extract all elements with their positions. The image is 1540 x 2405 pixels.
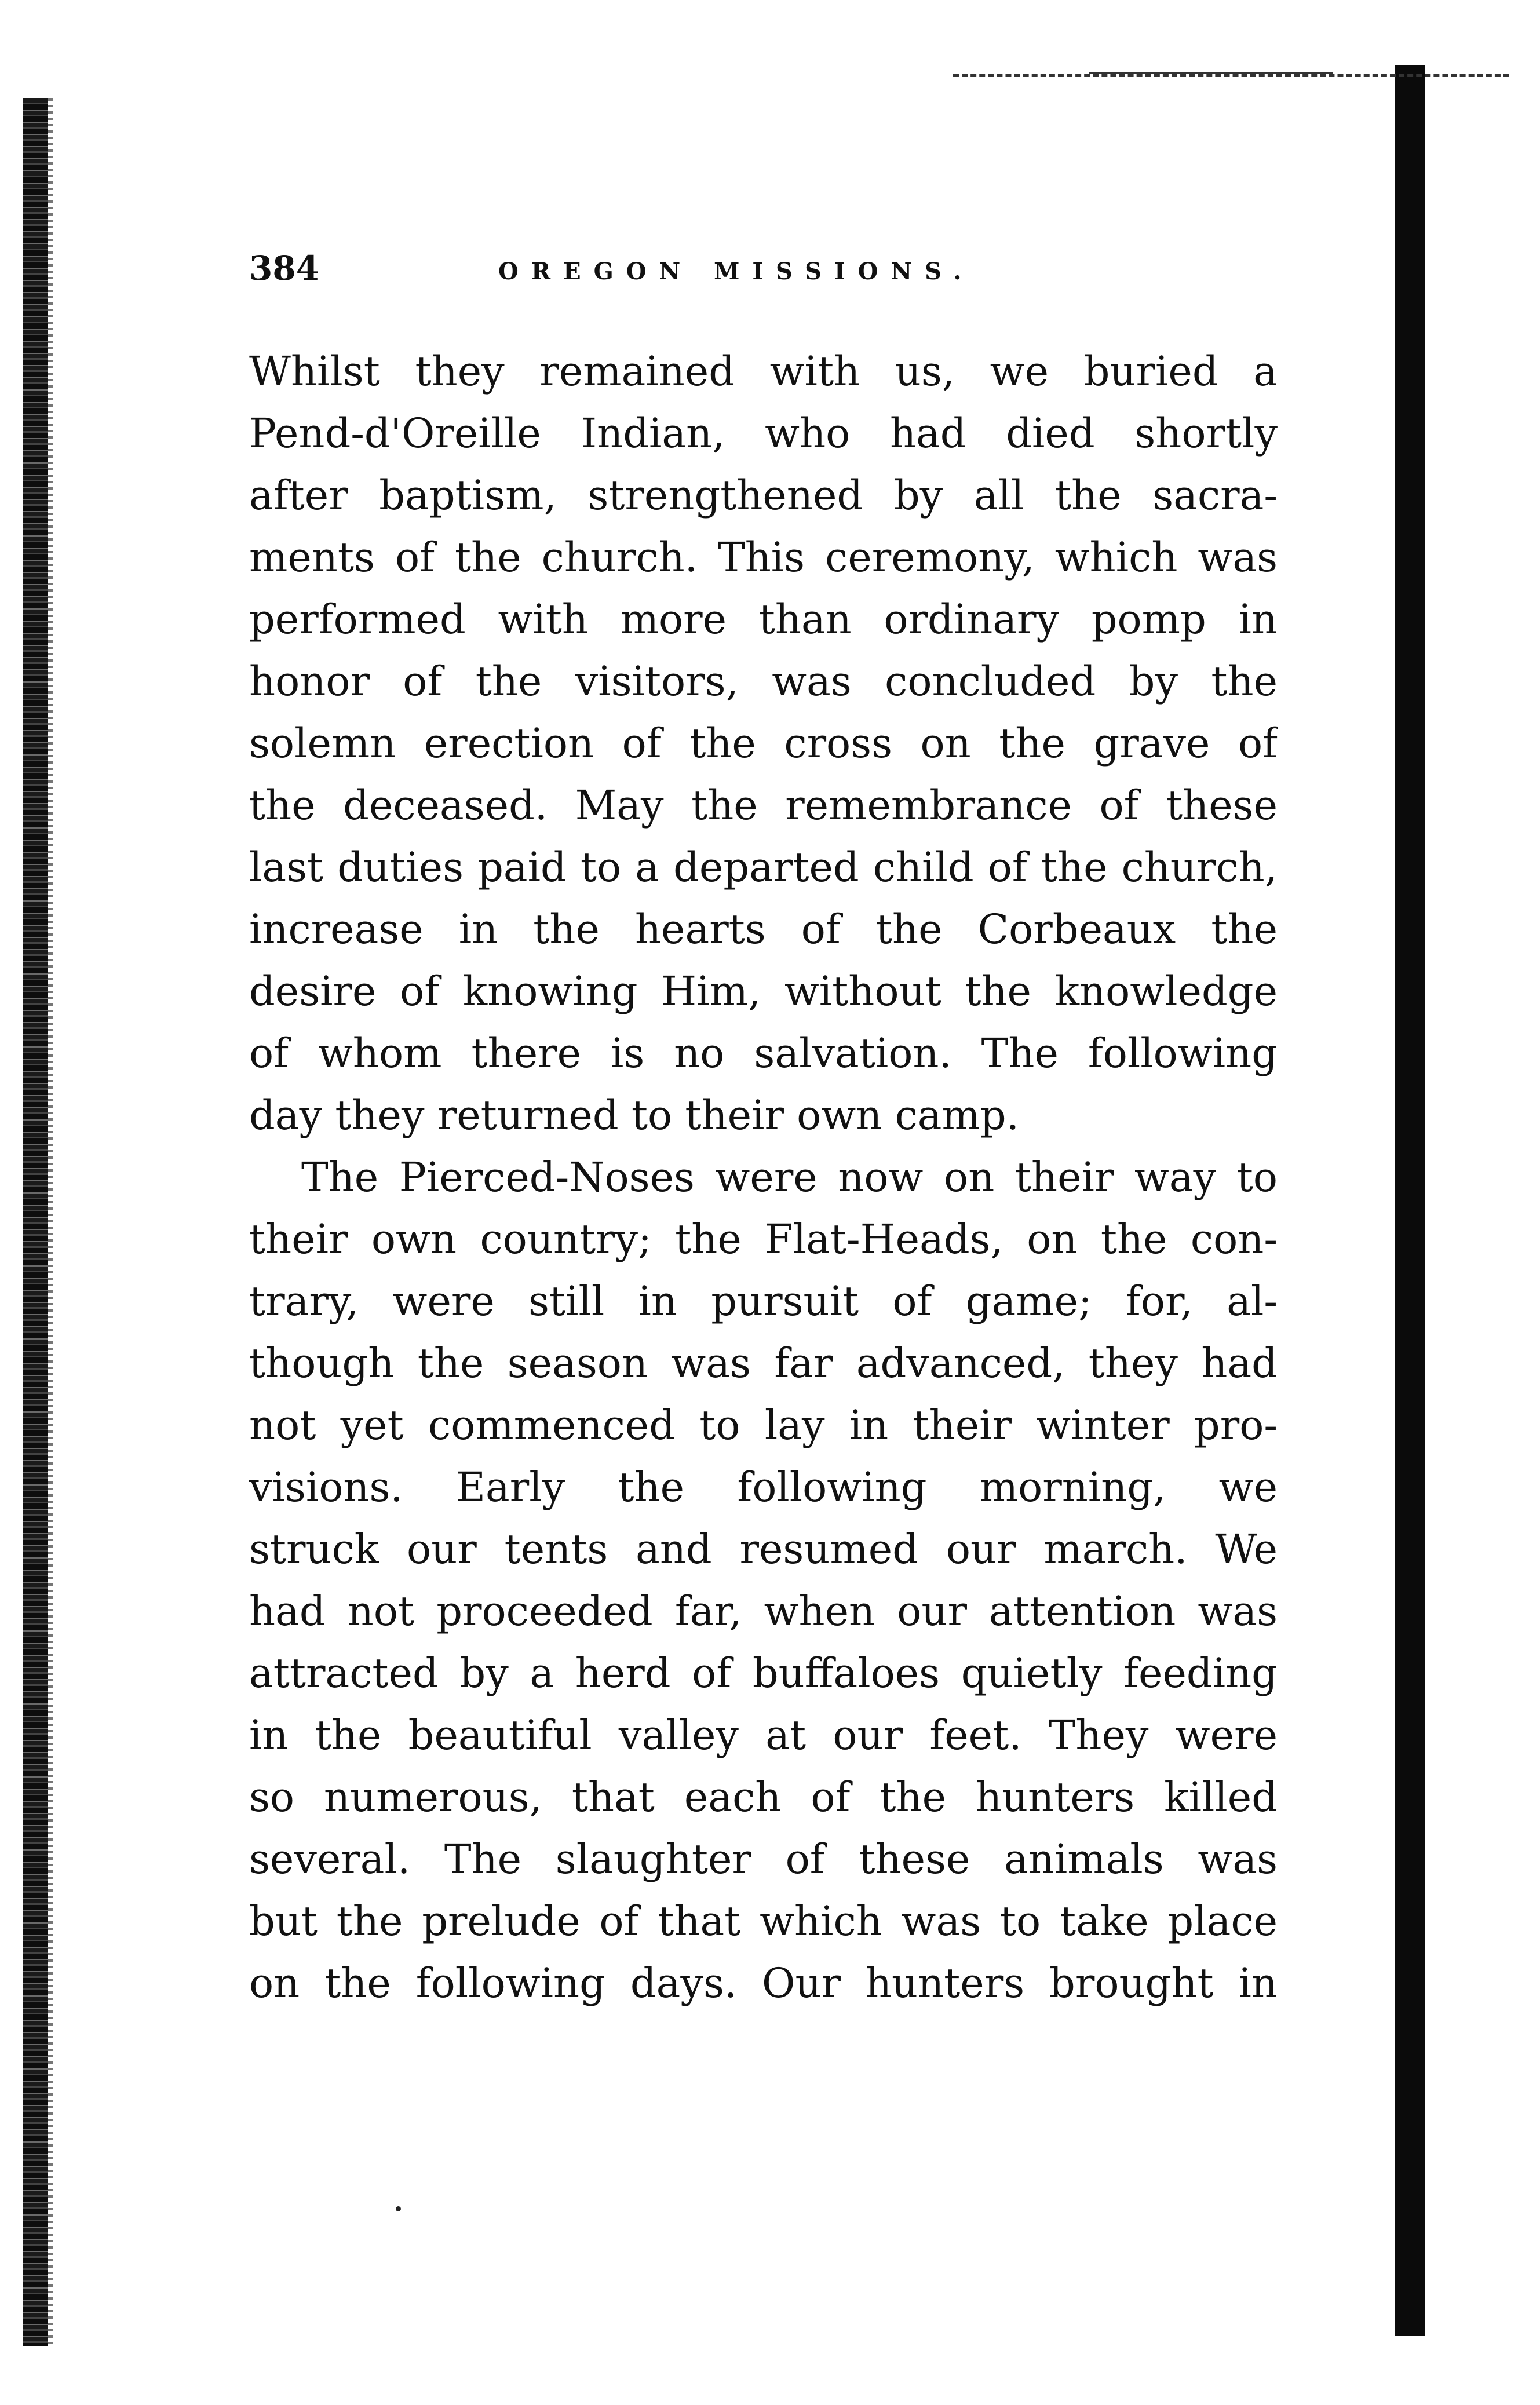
binding-edge-shadow xyxy=(48,98,53,2346)
text-line: trary, were still in pursuit of game; for, al- xyxy=(249,1278,1278,1325)
text-line: last duties paid to a departed child of the church, xyxy=(249,844,1278,891)
text-line: Pend-d'Oreille Indian, who had died shortly xyxy=(249,410,1278,457)
text-line: in the beautiful valley at our feet. They were xyxy=(249,1711,1278,1759)
paragraph xyxy=(249,341,1278,1147)
text-line: but the prelude of that which was to take place xyxy=(249,1897,1278,1945)
paragraph xyxy=(249,1147,1278,2014)
text-line: the deceased. May the remembrance of these xyxy=(249,782,1278,829)
page-edge-bar xyxy=(1395,65,1425,2336)
text-line: The Pierced-Noses were now on their way to xyxy=(301,1154,1278,1201)
text-line: several. The slaughter of these animals was xyxy=(249,1835,1278,1883)
text-line: honor of the visitors, was concluded by the xyxy=(249,658,1278,705)
text-line: so numerous, that each of the hunters killed xyxy=(249,1773,1278,1821)
text-line: Whilst they remained with us, we buried a xyxy=(249,348,1278,395)
text-line: visions. Early the following morning, we xyxy=(249,1464,1278,1511)
text-line: day they returned to their own camp. xyxy=(249,1092,1019,1139)
text-line: on the following days. Our hunters brought in xyxy=(249,1959,1278,2007)
body-text xyxy=(249,341,1278,2014)
text-line: solemn erection of the cross on the grave of xyxy=(249,720,1278,767)
page-number: 384 xyxy=(249,249,320,288)
text-line: though the season was far advanced, they had xyxy=(249,1340,1278,1387)
text-line: attracted by a herd of buffaloes quietly feeding xyxy=(249,1649,1278,1697)
text-line: had not proceeded far, when our attention was xyxy=(249,1587,1278,1635)
running-title: OREGON MISSIONS. xyxy=(498,258,975,285)
text-line: their own country; the Flat-Heads, on the con- xyxy=(249,1216,1278,1263)
binding-edge xyxy=(23,98,48,2346)
text-line: desire of knowing Him, without the knowledge xyxy=(249,968,1278,1015)
scan-line-solid xyxy=(1089,72,1333,74)
text-line: not yet commenced to lay in their winter pro- xyxy=(249,1402,1278,1449)
text-line: increase in the hearts of the Corbeaux the xyxy=(249,906,1278,953)
text-line: of whom there is no salvation. The following xyxy=(249,1030,1278,1077)
text-line: ments of the church. This ceremony, which was xyxy=(249,534,1278,581)
text-line: after baptism, strengthened by all the sacra- xyxy=(249,472,1278,519)
text-line: struck our tents and resumed our march. We xyxy=(249,1526,1278,1573)
text-line: performed with more than ordinary pomp in xyxy=(249,596,1278,643)
scan-line-dashed xyxy=(953,74,1509,77)
running-head xyxy=(249,242,1275,294)
ink-speck xyxy=(396,2206,401,2211)
